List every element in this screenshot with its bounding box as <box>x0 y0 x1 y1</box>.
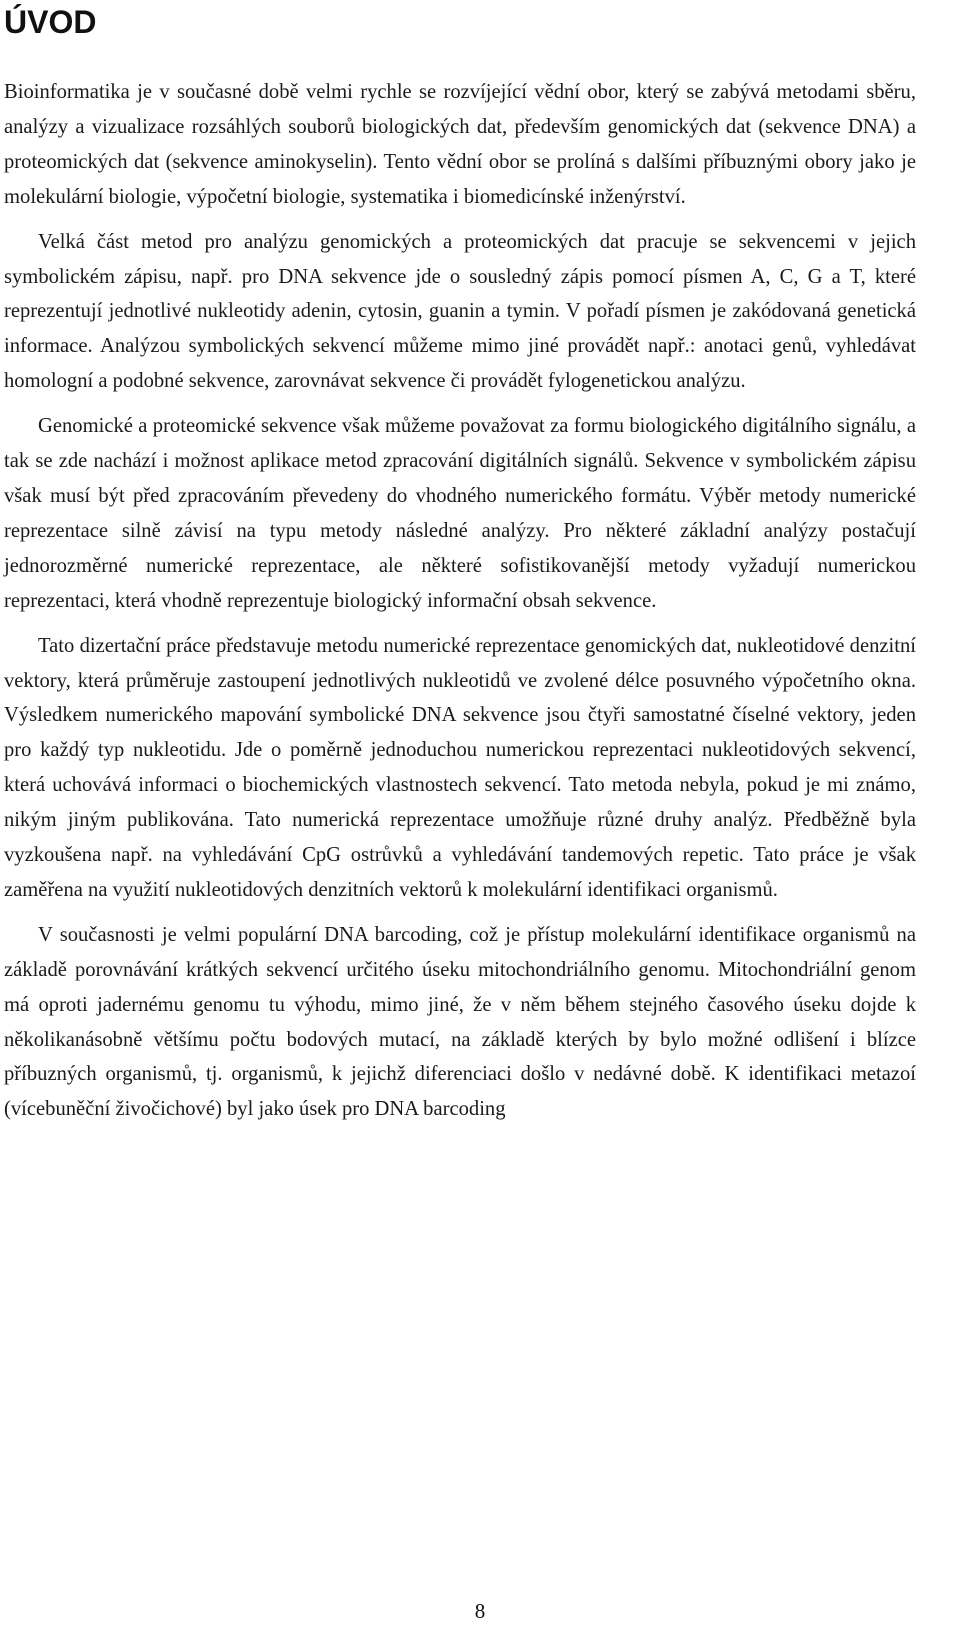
paragraph-intro: Bioinformatika je v současné době velmi rychle se rozvíjející vědní obor, který se zabývá metodami sběru, analýzy a vizualizace rozsáhlých souborů biologických dat, především genomických dat (sekvence DNA) a proteomických dat (sekvence aminokyselin). Tento vědní obor se prolíná s dalšími příbuznými obory jako je molekulární biologie, výpočetní biologie, systematika i biomedicínské inženýrství. <box>4 81 916 208</box>
paragraph-digital-signal: Genomické a proteomické sekvence však můžeme považovat za formu biologického digitálního signálu, a tak se zde nachází i možnost aplikace metod zpracování digitálních signálů. Sekvence v symbolickém zápisu však musí být před zpracováním převedeny do vhodného numerického formátu. Výběr metody numerické reprezentace silně závisí na typu metody následné analýzy. Pro některé základní analýzy postačují jednorozměrné numerické reprezentace, ale některé sofistikovanější metody vyžadují numerickou reprezentaci, která vhodně reprezentuje biologický informační obsah sekvence. <box>4 415 916 612</box>
body-text <box>4 75 916 1137</box>
paragraph-dna-barcoding: V současnosti je velmi populární DNA barcoding, což je přístup molekulární identifikace organismů na základě porovnávání krátkých sekvencí určitého úseku mitochondriálního genomu. Mitochondriální genom má oproti jadernému genomu tu výhodu, mimo jiné, že v něm během stejného časového úseku dojde k několikanásobně většímu počtu bodových mutací, na základě kterých by bylo možné odlišení i blízce příbuzných organismů, tj. organismů, k jejichž diferenciaci došlo v nedávné době. K identifikaci metazoí (vícebuněční živočichové) byl jako úsek pro DNA barcoding <box>4 923 916 1121</box>
page-number: 8 <box>474 1599 486 1623</box>
paragraph-symbolic-sequences: Velká část metod pro analýzu genomických a proteomických dat pracuje se sekvencemi v jejich symbolickém zápisu, např. pro DNA sekvence jde o sousledný zápis pomocí písmen A, C, G a T, které reprezentují jednotlivé nukleotidy adenin, cytosin, guanin a tymin. V pořadí písmen je zakódovaná genetická informace. Analýzou symbolických sekvencí můžeme mimo jiné provádět např.: anotaci genů, vyhledávat homologní a podobné sekvence, zarovnávat sekvence či provádět fylogenetickou analýzu. <box>4 230 916 393</box>
section-heading: ÚVOD <box>4 4 97 40</box>
paragraph-thesis-method: Tato dizertační práce představuje metodu numerické reprezentace genomických dat, nukleotidové denzitní vektory, která průměruje zastoupení jednotlivých nukleotidů ve zvolené délce posuvného výpočetního okna. Výsledkem numerického mapování symbolické DNA sekvence jsou čtyři samostatné číselné vektory, jeden pro každý typ nukleotidu. Jde o poměrně jednoduchou numerickou reprezentaci nukleotidových sekvencí, která uchovává informaci o biochemických vlastnostech sekvencí. Tato metoda nebyla, pokud je mi známo, nikým jiným publikována. Tato numerická reprezentace umožňuje různé druhy analýz. Předběžně byla vyzkoušena např. na vyhledávání CpG ostrůvků a vyhledávání tandemových repetic. Tato práce je však zaměřena na využití nukleotidových denzitních vektorů k molekulární identifikaci organismů. <box>4 634 916 901</box>
